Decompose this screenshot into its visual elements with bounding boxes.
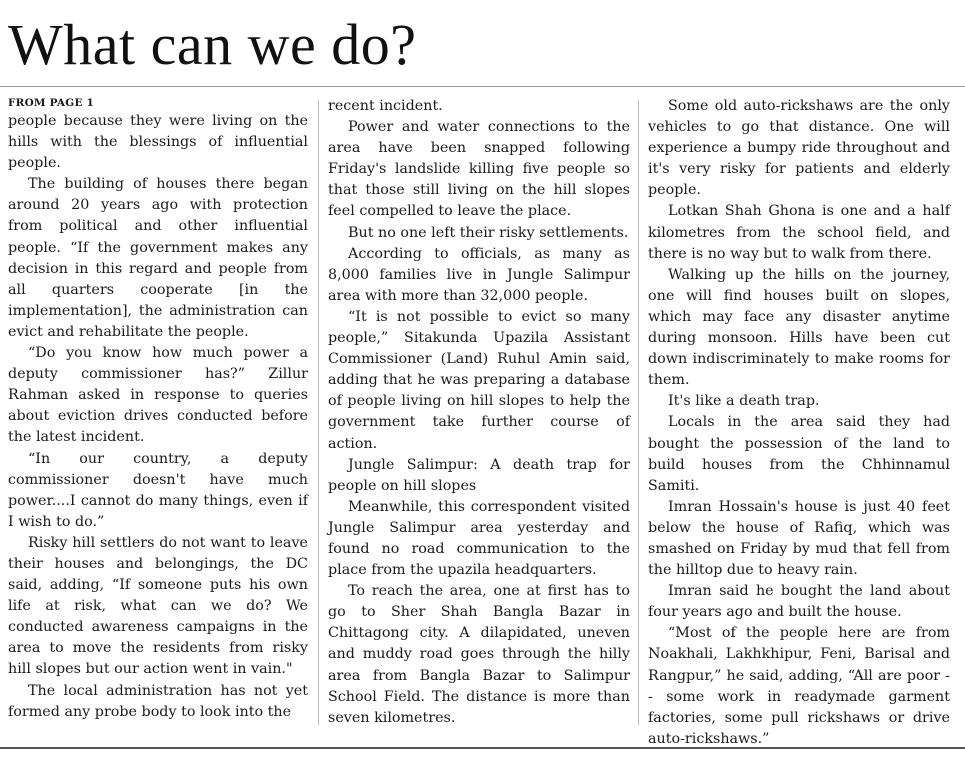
paragraph: “Do you know how much power a deputy commissioner has?” Zillur Rahman asked in response to queries about eviction drives conducted before the latest incident.: [8, 345, 308, 446]
continued-from-label: FROM PAGE 1: [8, 97, 95, 109]
paragraph: It's like a death trap.: [668, 393, 820, 410]
paragraph: “Most of the people here are from Noakhali, Lakhkhipur, Feni, Barisal and Rangpur,” he said, adding, “All are poor -- some work in readymade garment factories, some pull rickshaws or drive auto-rickshaws.”: [648, 625, 950, 747]
paragraph: Lotkan Shah Ghona is one and a half kilometres from the school field, and there is no way but to walk from there.: [648, 203, 950, 262]
article-column-2: [328, 96, 630, 729]
column-divider: [318, 100, 319, 725]
paragraph: Meanwhile, this correspondent visited Jungle Salimpur area yesterday and found no road communication to the place from the upazila headquarters.: [328, 498, 630, 579]
paragraph: people because they were living on the hills with the blessings of influential people.: [8, 113, 308, 172]
paragraph: The local administration has not yet formed any probe body to look into the: [8, 682, 308, 720]
paragraph: “It is not possible to evict so many people,” Sitakunda Upazila Assistant Commissioner (Land) Ruhul Amin said, adding that he was preparing a database of people living on hill slopes to help the government take further course of action.: [328, 308, 630, 452]
paragraph: According to officials, as many as 8,000 families live in Jungle Salimpur area with more than 32,000 people.: [328, 245, 630, 304]
paragraph: Walking up the hills on the journey, one will find houses built on slopes, which may face any disaster anytime during monsoon. Hills have been cut down indiscriminately to make rooms for them.: [648, 266, 950, 389]
article-column-3: [648, 96, 950, 750]
paragraph: “In our country, a deputy commissioner doesn't have much power....I cannot do many things, even if I wish to do.”: [8, 450, 308, 530]
paragraph: Locals in the area said they had bought the possession of the land to build houses from the Chhinnamul Samiti.: [648, 414, 950, 494]
paragraph: Some old auto-rickshaws are the only vehicles to go that distance. One will experience a bumpy ride throughout and it's very risky for patients and elderly people.: [648, 98, 950, 199]
bottom-rule: [0, 747, 965, 749]
paragraph: The building of houses there began around 20 years ago with protection from political and other influential people. “If the government makes any decision in this regard and people from all quarters cooperate [in the implementation], the administration can evict and rehabilitate the people.: [8, 176, 308, 340]
article-column-1: [8, 96, 308, 723]
headline: What can we do?: [8, 12, 417, 77]
paragraph: But no one left their risky settlements.: [348, 224, 629, 241]
top-rule: [0, 86, 965, 87]
paragraph: Imran said he bought the land about four years ago and built the house.: [648, 583, 950, 621]
subheading-paragraph: Jungle Salimpur: A death trap for people on hill slopes: [328, 456, 630, 494]
paragraph: recent incident.: [328, 98, 443, 114]
paragraph: Risky hill settlers do not want to leave their houses and belongings, the DC said, adding, “If someone puts his own life at risk, what can we do? We conducted awareness campaigns in the area to move the residents from risky hill slopes but our action went in vain.": [8, 534, 308, 678]
column-divider: [638, 100, 639, 725]
paragraph: Imran Hossain's house is just 40 feet below the house of Rafiq, which was smashed on Friday by mud that fell from the hilltop due to heavy rain.: [648, 498, 950, 579]
paragraph: To reach the area, one at first has to go to Sher Shah Bangla Bazar in Chittagong city. A dilapidated, uneven and muddy road goes through the hilly area from Bangla Bazar to Salimpur School Field. The distance is more than seven kilometres.: [328, 583, 630, 726]
paragraph: Power and water connections to the area have been snapped following Friday's landslide killing five people so that those still living on the hill slopes feel compelled to leave the place.: [328, 119, 630, 220]
